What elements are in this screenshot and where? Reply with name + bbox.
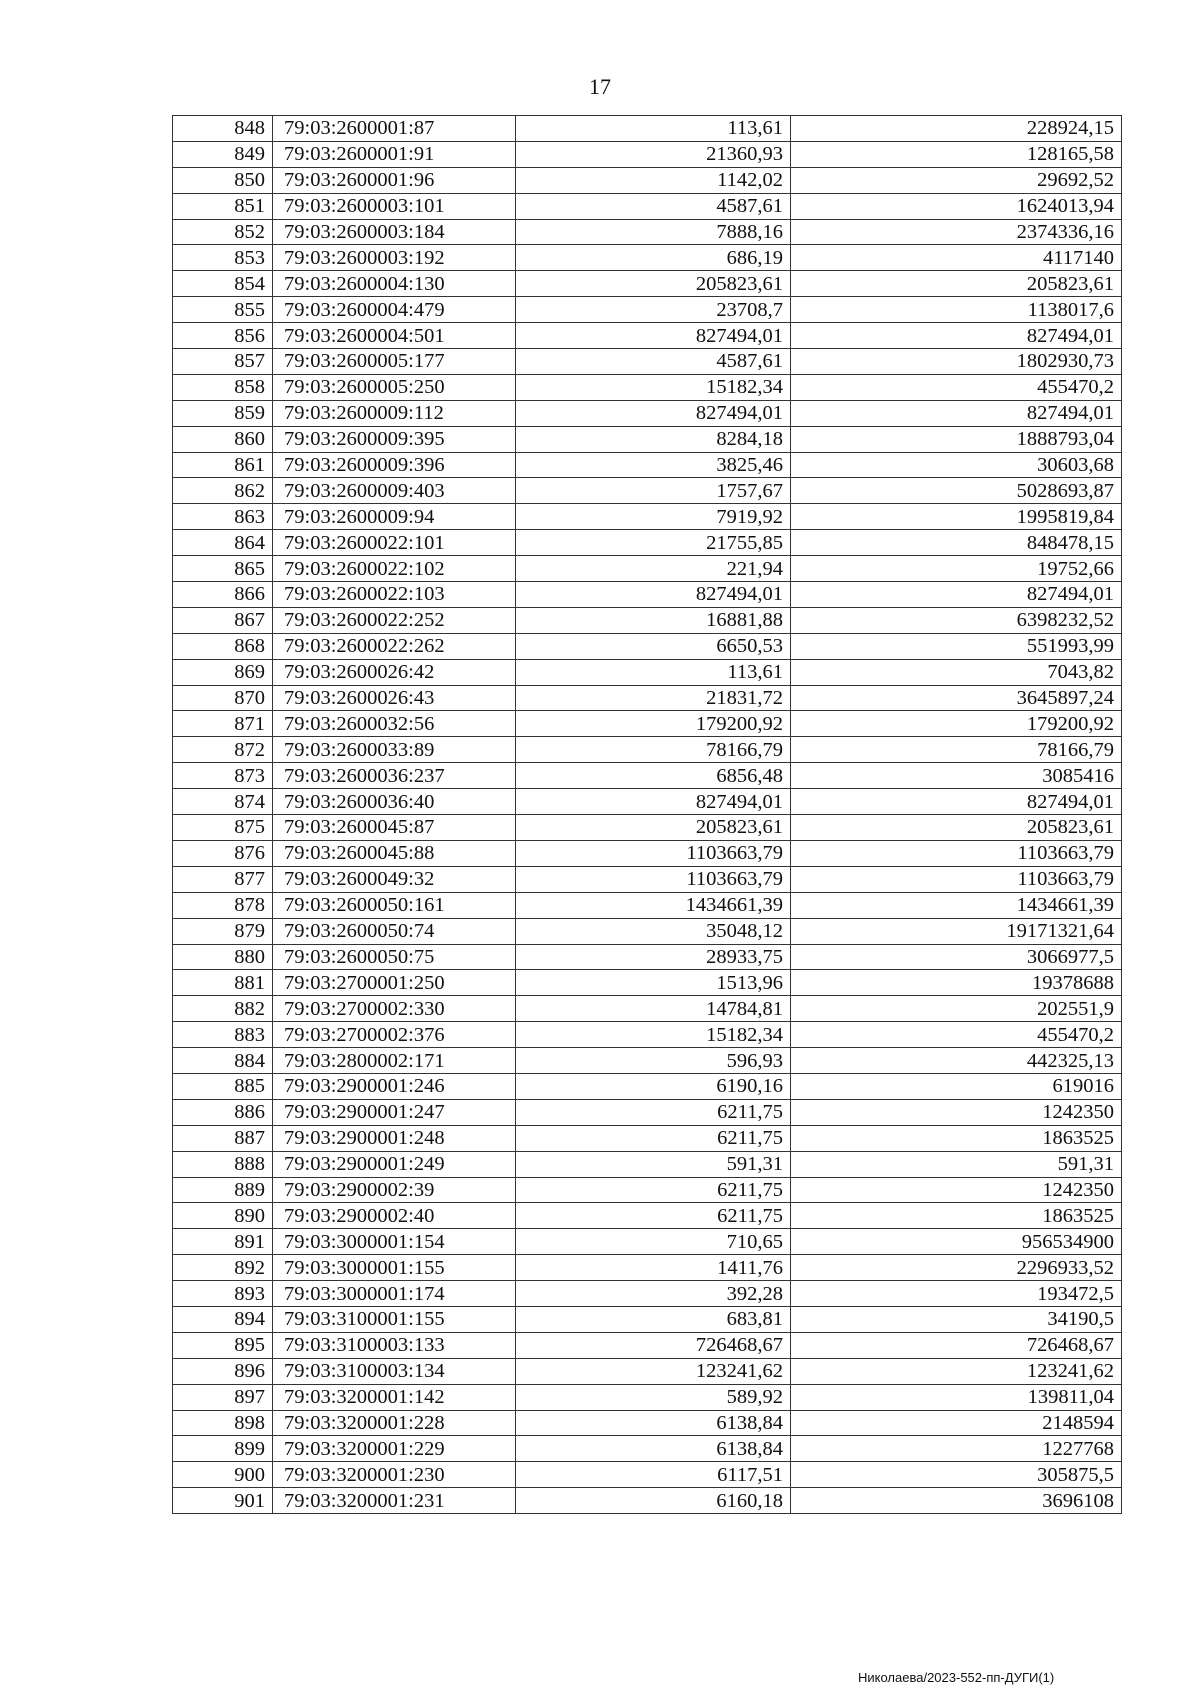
cadastral-number: 79:03:2600003:184 [273, 219, 516, 245]
cadastral-number: 79:03:2600009:403 [273, 478, 516, 504]
value-cell-2: 827494,01 [791, 789, 1122, 815]
value-cell-2: 1863525 [791, 1203, 1122, 1229]
table-row [173, 1073, 1122, 1099]
table-row [173, 245, 1122, 271]
value-cell-2: 1103663,79 [791, 866, 1122, 892]
cadastral-number: 79:03:2600036:237 [273, 763, 516, 789]
value-cell-2: 78166,79 [791, 737, 1122, 763]
value-cell-2: 139811,04 [791, 1384, 1122, 1410]
row-number: 887 [173, 1125, 273, 1151]
cadastral-number: 79:03:2600033:89 [273, 737, 516, 763]
value-cell-2: 1888793,04 [791, 426, 1122, 452]
value-cell-1: 205823,61 [516, 815, 791, 841]
value-cell-1: 4587,61 [516, 349, 791, 375]
row-number: 866 [173, 582, 273, 608]
registry-table [172, 115, 1122, 1514]
cadastral-number: 79:03:2600009:112 [273, 400, 516, 426]
value-cell-1: 827494,01 [516, 400, 791, 426]
value-cell-2: 827494,01 [791, 400, 1122, 426]
cadastral-number: 79:03:2600001:91 [273, 141, 516, 167]
table-row [173, 1229, 1122, 1255]
value-cell-2: 29692,52 [791, 167, 1122, 193]
value-cell-1: 123241,62 [516, 1358, 791, 1384]
row-number: 899 [173, 1436, 273, 1462]
table-row [173, 685, 1122, 711]
table-row [173, 426, 1122, 452]
row-number: 873 [173, 763, 273, 789]
value-cell-1: 1757,67 [516, 478, 791, 504]
table-row [173, 1125, 1122, 1151]
cadastral-number: 79:03:3100001:155 [273, 1306, 516, 1332]
cadastral-number: 79:03:2900001:248 [273, 1125, 516, 1151]
row-number: 891 [173, 1229, 273, 1255]
row-number: 870 [173, 685, 273, 711]
value-cell-1: 21360,93 [516, 141, 791, 167]
value-cell-2: 3645897,24 [791, 685, 1122, 711]
value-cell-2: 827494,01 [791, 323, 1122, 349]
cadastral-number: 79:03:2600022:102 [273, 556, 516, 582]
value-cell-2: 1434661,39 [791, 892, 1122, 918]
cadastral-number: 79:03:3000001:154 [273, 1229, 516, 1255]
cadastral-number: 79:03:2700002:376 [273, 1022, 516, 1048]
value-cell-1: 1103663,79 [516, 866, 791, 892]
row-number: 854 [173, 271, 273, 297]
value-cell-1: 1142,02 [516, 167, 791, 193]
table-row [173, 633, 1122, 659]
value-cell-1: 28933,75 [516, 944, 791, 970]
table-row [173, 866, 1122, 892]
row-number: 864 [173, 530, 273, 556]
table-row [173, 1255, 1122, 1281]
value-cell-2: 455470,2 [791, 1022, 1122, 1048]
value-cell-1: 14784,81 [516, 996, 791, 1022]
value-cell-2: 1242350 [791, 1177, 1122, 1203]
value-cell-1: 23708,7 [516, 297, 791, 323]
value-cell-2: 1103663,79 [791, 840, 1122, 866]
cadastral-number: 79:03:3200001:231 [273, 1488, 516, 1514]
value-cell-1: 21755,85 [516, 530, 791, 556]
cadastral-number: 79:03:2900002:39 [273, 1177, 516, 1203]
row-number: 885 [173, 1073, 273, 1099]
value-cell-2: 228924,15 [791, 116, 1122, 142]
value-cell-2: 19752,66 [791, 556, 1122, 582]
cadastral-number: 79:03:2600045:87 [273, 815, 516, 841]
row-number: 857 [173, 349, 273, 375]
row-number: 855 [173, 297, 273, 323]
table-row [173, 1410, 1122, 1436]
cadastral-number: 79:03:2600004:501 [273, 323, 516, 349]
row-number: 850 [173, 167, 273, 193]
cadastral-number: 79:03:2600009:94 [273, 504, 516, 530]
row-number: 869 [173, 659, 273, 685]
row-number: 878 [173, 892, 273, 918]
row-number: 897 [173, 1384, 273, 1410]
row-number: 860 [173, 426, 273, 452]
cadastral-number: 79:03:3200001:228 [273, 1410, 516, 1436]
row-number: 888 [173, 1151, 273, 1177]
cadastral-number: 79:03:2700002:330 [273, 996, 516, 1022]
cadastral-number: 79:03:2600049:32 [273, 866, 516, 892]
value-cell-2: 202551,9 [791, 996, 1122, 1022]
table-row [173, 1022, 1122, 1048]
value-cell-2: 551993,99 [791, 633, 1122, 659]
value-cell-2: 2296933,52 [791, 1255, 1122, 1281]
value-cell-1: 392,28 [516, 1281, 791, 1307]
table-row [173, 789, 1122, 815]
cadastral-number: 79:03:2600032:56 [273, 711, 516, 737]
value-cell-1: 205823,61 [516, 271, 791, 297]
value-cell-2: 1863525 [791, 1125, 1122, 1151]
table-row [173, 1332, 1122, 1358]
table-row [173, 1384, 1122, 1410]
table-row [173, 219, 1122, 245]
row-number: 862 [173, 478, 273, 504]
value-cell-1: 8284,18 [516, 426, 791, 452]
table-row [173, 659, 1122, 685]
value-cell-2: 1242350 [791, 1099, 1122, 1125]
row-number: 876 [173, 840, 273, 866]
row-number: 872 [173, 737, 273, 763]
value-cell-1: 221,94 [516, 556, 791, 582]
row-number: 879 [173, 918, 273, 944]
row-number: 848 [173, 116, 273, 142]
value-cell-2: 30603,68 [791, 452, 1122, 478]
value-cell-1: 596,93 [516, 1048, 791, 1074]
value-cell-1: 16881,88 [516, 607, 791, 633]
cadastral-number: 79:03:2600050:75 [273, 944, 516, 970]
row-number: 877 [173, 866, 273, 892]
value-cell-1: 179200,92 [516, 711, 791, 737]
table-row [173, 737, 1122, 763]
table-row [173, 763, 1122, 789]
table-row [173, 1436, 1122, 1462]
value-cell-2: 2374336,16 [791, 219, 1122, 245]
table-row [173, 530, 1122, 556]
table-row [173, 374, 1122, 400]
row-number: 871 [173, 711, 273, 737]
value-cell-1: 1513,96 [516, 970, 791, 996]
row-number: 863 [173, 504, 273, 530]
table-row [173, 970, 1122, 996]
cadastral-number: 79:03:2600005:177 [273, 349, 516, 375]
value-cell-1: 113,61 [516, 659, 791, 685]
table-row [173, 1462, 1122, 1488]
row-number: 881 [173, 970, 273, 996]
row-number: 896 [173, 1358, 273, 1384]
row-number: 875 [173, 815, 273, 841]
value-cell-1: 6211,75 [516, 1177, 791, 1203]
row-number: 900 [173, 1462, 273, 1488]
value-cell-1: 686,19 [516, 245, 791, 271]
value-cell-2: 193472,5 [791, 1281, 1122, 1307]
table-row [173, 504, 1122, 530]
row-number: 867 [173, 607, 273, 633]
row-number: 901 [173, 1488, 273, 1514]
table-row [173, 1306, 1122, 1332]
row-number: 882 [173, 996, 273, 1022]
value-cell-2: 726468,67 [791, 1332, 1122, 1358]
row-number: 868 [173, 633, 273, 659]
table-row [173, 1358, 1122, 1384]
value-cell-2: 2148594 [791, 1410, 1122, 1436]
document-footer-code: Николаева/2023-552-пп-ДУГИ(1) [858, 1670, 1055, 1685]
value-cell-1: 6160,18 [516, 1488, 791, 1514]
cadastral-number: 79:03:2600009:395 [273, 426, 516, 452]
table-row [173, 193, 1122, 219]
cadastral-number: 79:03:2600050:161 [273, 892, 516, 918]
cadastral-number: 79:03:3200001:229 [273, 1436, 516, 1462]
cadastral-number: 79:03:2900001:249 [273, 1151, 516, 1177]
value-cell-2: 4117140 [791, 245, 1122, 271]
value-cell-2: 3085416 [791, 763, 1122, 789]
table-row [173, 711, 1122, 737]
row-number: 890 [173, 1203, 273, 1229]
value-cell-2: 128165,58 [791, 141, 1122, 167]
value-cell-1: 6117,51 [516, 1462, 791, 1488]
value-cell-2: 956534900 [791, 1229, 1122, 1255]
value-cell-2: 455470,2 [791, 374, 1122, 400]
cadastral-number: 79:03:2600009:396 [273, 452, 516, 478]
cadastral-number: 79:03:2600036:40 [273, 789, 516, 815]
value-cell-1: 15182,34 [516, 1022, 791, 1048]
table-row [173, 1177, 1122, 1203]
value-cell-1: 827494,01 [516, 582, 791, 608]
row-number: 851 [173, 193, 273, 219]
value-cell-1: 4587,61 [516, 193, 791, 219]
value-cell-2: 34190,5 [791, 1306, 1122, 1332]
value-cell-2: 6398232,52 [791, 607, 1122, 633]
table-row [173, 1151, 1122, 1177]
table-row [173, 918, 1122, 944]
value-cell-2: 442325,13 [791, 1048, 1122, 1074]
value-cell-1: 6211,75 [516, 1099, 791, 1125]
cadastral-number: 79:03:2600003:101 [273, 193, 516, 219]
value-cell-2: 1138017,6 [791, 297, 1122, 323]
value-cell-2: 3066977,5 [791, 944, 1122, 970]
value-cell-2: 591,31 [791, 1151, 1122, 1177]
value-cell-1: 683,81 [516, 1306, 791, 1332]
value-cell-2: 7043,82 [791, 659, 1122, 685]
cadastral-number: 79:03:2900002:40 [273, 1203, 516, 1229]
row-number: 861 [173, 452, 273, 478]
row-number: 884 [173, 1048, 273, 1074]
cadastral-number: 79:03:2600026:43 [273, 685, 516, 711]
table-row [173, 116, 1122, 142]
cadastral-number: 79:03:2600001:96 [273, 167, 516, 193]
table-row [173, 1099, 1122, 1125]
row-number: 865 [173, 556, 273, 582]
value-cell-1: 6190,16 [516, 1073, 791, 1099]
cadastral-number: 79:03:2600003:192 [273, 245, 516, 271]
table-row [173, 1281, 1122, 1307]
table-row [173, 996, 1122, 1022]
value-cell-1: 6211,75 [516, 1203, 791, 1229]
value-cell-1: 1411,76 [516, 1255, 791, 1281]
value-cell-2: 5028693,87 [791, 478, 1122, 504]
row-number: 852 [173, 219, 273, 245]
row-number: 893 [173, 1281, 273, 1307]
cadastral-number: 79:03:2700001:250 [273, 970, 516, 996]
value-cell-1: 827494,01 [516, 323, 791, 349]
table-row [173, 582, 1122, 608]
table-row [173, 167, 1122, 193]
value-cell-1: 15182,34 [516, 374, 791, 400]
cadastral-number: 79:03:2600050:74 [273, 918, 516, 944]
value-cell-2: 1802930,73 [791, 349, 1122, 375]
value-cell-2: 205823,61 [791, 271, 1122, 297]
row-number: 883 [173, 1022, 273, 1048]
row-number: 880 [173, 944, 273, 970]
value-cell-1: 1103663,79 [516, 840, 791, 866]
value-cell-1: 21831,72 [516, 685, 791, 711]
row-number: 853 [173, 245, 273, 271]
value-cell-1: 113,61 [516, 116, 791, 142]
value-cell-2: 1624013,94 [791, 193, 1122, 219]
table-row [173, 892, 1122, 918]
cadastral-number: 79:03:3200001:142 [273, 1384, 516, 1410]
value-cell-1: 1434661,39 [516, 892, 791, 918]
value-cell-2: 1227768 [791, 1436, 1122, 1462]
value-cell-1: 6138,84 [516, 1410, 791, 1436]
cadastral-number: 79:03:2600001:87 [273, 116, 516, 142]
table-row [173, 452, 1122, 478]
row-number: 895 [173, 1332, 273, 1358]
value-cell-1: 7919,92 [516, 504, 791, 530]
row-number: 849 [173, 141, 273, 167]
cadastral-number: 79:03:3000001:155 [273, 1255, 516, 1281]
value-cell-1: 7888,16 [516, 219, 791, 245]
value-cell-2: 179200,92 [791, 711, 1122, 737]
value-cell-1: 591,31 [516, 1151, 791, 1177]
row-number: 886 [173, 1099, 273, 1125]
table-row [173, 297, 1122, 323]
value-cell-1: 589,92 [516, 1384, 791, 1410]
cadastral-number: 79:03:3000001:174 [273, 1281, 516, 1307]
value-cell-1: 726468,67 [516, 1332, 791, 1358]
table-row [173, 271, 1122, 297]
cadastral-number: 79:03:2600022:252 [273, 607, 516, 633]
table-row [173, 1203, 1122, 1229]
value-cell-1: 6650,53 [516, 633, 791, 659]
table-row [173, 478, 1122, 504]
table-row [173, 1048, 1122, 1074]
cadastral-number: 79:03:3100003:134 [273, 1358, 516, 1384]
row-number: 874 [173, 789, 273, 815]
cadastral-number: 79:03:2800002:171 [273, 1048, 516, 1074]
table-row [173, 349, 1122, 375]
row-number: 898 [173, 1410, 273, 1436]
value-cell-2: 205823,61 [791, 815, 1122, 841]
row-number: 859 [173, 400, 273, 426]
row-number: 858 [173, 374, 273, 400]
table-row [173, 1488, 1122, 1514]
table-row [173, 944, 1122, 970]
cadastral-number: 79:03:2600004:479 [273, 297, 516, 323]
cadastral-number: 79:03:3100003:133 [273, 1332, 516, 1358]
value-cell-2: 3696108 [791, 1488, 1122, 1514]
cadastral-number: 79:03:2900001:247 [273, 1099, 516, 1125]
value-cell-1: 827494,01 [516, 789, 791, 815]
table-row [173, 840, 1122, 866]
value-cell-2: 123241,62 [791, 1358, 1122, 1384]
cadastral-number: 79:03:2600022:101 [273, 530, 516, 556]
row-number: 892 [173, 1255, 273, 1281]
cadastral-number: 79:03:3200001:230 [273, 1462, 516, 1488]
page-number: 17 [589, 74, 611, 99]
value-cell-2: 619016 [791, 1073, 1122, 1099]
table-row [173, 141, 1122, 167]
value-cell-1: 78166,79 [516, 737, 791, 763]
cadastral-number: 79:03:2600022:103 [273, 582, 516, 608]
value-cell-2: 19171321,64 [791, 918, 1122, 944]
value-cell-1: 6138,84 [516, 1436, 791, 1462]
cadastral-number: 79:03:2600004:130 [273, 271, 516, 297]
cadastral-number: 79:03:2900001:246 [273, 1073, 516, 1099]
table-row [173, 400, 1122, 426]
value-cell-2: 19378688 [791, 970, 1122, 996]
cadastral-number: 79:03:2600045:88 [273, 840, 516, 866]
value-cell-1: 35048,12 [516, 918, 791, 944]
row-number: 856 [173, 323, 273, 349]
table-row [173, 556, 1122, 582]
value-cell-2: 1995819,84 [791, 504, 1122, 530]
cadastral-number: 79:03:2600026:42 [273, 659, 516, 685]
value-cell-2: 848478,15 [791, 530, 1122, 556]
value-cell-1: 6856,48 [516, 763, 791, 789]
registry-table-body [173, 116, 1122, 1514]
value-cell-2: 305875,5 [791, 1462, 1122, 1488]
row-number: 894 [173, 1306, 273, 1332]
value-cell-1: 710,65 [516, 1229, 791, 1255]
value-cell-2: 827494,01 [791, 582, 1122, 608]
cadastral-number: 79:03:2600005:250 [273, 374, 516, 400]
row-number: 889 [173, 1177, 273, 1203]
table-row [173, 607, 1122, 633]
table-row [173, 323, 1122, 349]
table-row [173, 815, 1122, 841]
value-cell-1: 3825,46 [516, 452, 791, 478]
value-cell-1: 6211,75 [516, 1125, 791, 1151]
cadastral-number: 79:03:2600022:262 [273, 633, 516, 659]
